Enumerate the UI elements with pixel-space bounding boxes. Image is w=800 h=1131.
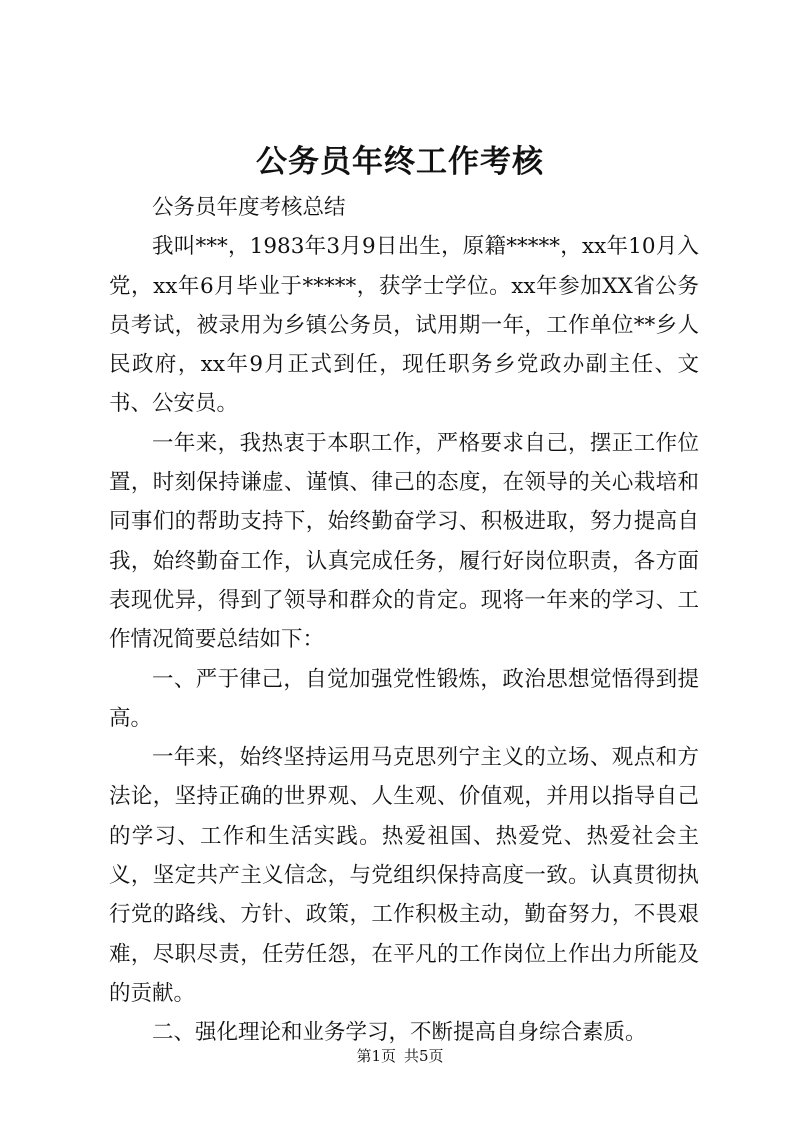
page-footer (0, 1046, 800, 1066)
section-heading-2: 二、强化理论和业务学习，不断提高自身综合素质。 (152, 1020, 647, 1046)
document-title: 公务员年终工作考核 (256, 144, 544, 180)
document-body (109, 188, 699, 1053)
section-heading-1: 一、严于律己，自觉加强党性锻炼，政治思想觉悟得到提高。 (109, 666, 699, 731)
summary-intro-paragraph: 一年来，我热衷于本职工作，严格要求自己，摆正工作位置，时刻保持谦虚、谨慎、律己的态度，在领导的关心栽培和同事们的帮助支持下，始终勤奋学习、积极进取，努力提高自我，始终勤奋工作，认真完成任务，履行好岗位职责，各方面表现优异，得到了领导和群众的肯定。现将一年来的学习、工作情况简要总结如下： (109, 430, 699, 653)
page-total: 共5页 (404, 1047, 444, 1065)
section-1-paragraph: 一年来，始终坚持运用马克思列宁主义的立场、观点和方法论，坚持正确的世界观、人生观、价值观，并用以指导自己的学习、工作和生活实践。热爱祖国、热爱党、热爱社会主义，坚定共产主义信念，与党组织保持高度一致。认真贯彻执行党的路线、方针、政策，工作积极主动，勤奋努力，不畏艰难，尽职尽责，任劳任怨，在平凡的工作岗位上作出力所能及的贡献。 (109, 745, 699, 1006)
subtitle-paragraph: 公务员年度考核总结 (152, 195, 346, 220)
personal-info-paragraph: 我叫***，1983年3月9日出生，原籍*****，xx年10月入党，xx年6月毕业于*****，获学士学位。xx年参加XX省公务员考试，被录用为乡镇公务员，试用期一年，工作单位**乡人民政府，xx年9月正式到任，现任职务乡党政办副主任、文书、公安员。 (109, 234, 699, 417)
page-number: 第1页 (356, 1047, 396, 1065)
